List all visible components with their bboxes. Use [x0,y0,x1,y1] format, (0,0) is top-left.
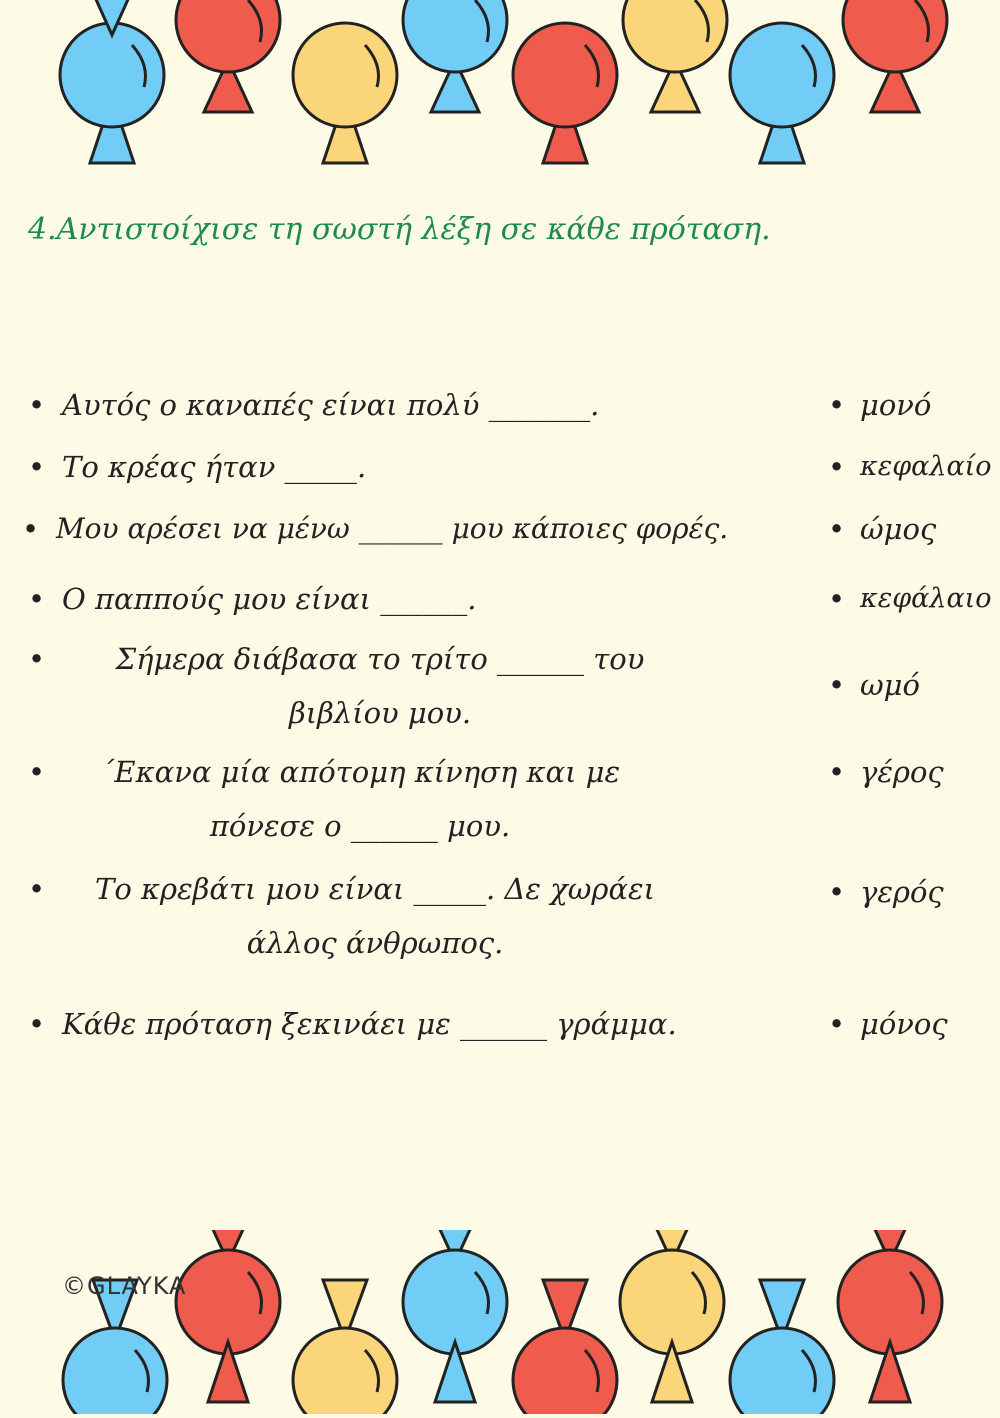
sentence-text: Κάθε πρόταση ξεκινάει με ______ γράμμα. [62,1007,677,1041]
word-option-text: ωμό [860,668,920,702]
candy-decoration-bottom [0,1230,1000,1414]
candy-decoration-top [0,0,1000,175]
bullet: • [28,872,46,906]
word-option [828,502,936,556]
sentence-text: Το κρεβάτι μου είναι _____. Δε χωράει άλλος άνθρωπος. [95,872,655,960]
sentence-text: ΄Εκανα μία απότομη κίνηση και με πόνεσε ο ______ μου. [99,755,621,843]
sentence-text: Ο παππούς μου είναι ______. [62,582,477,616]
bullet: • [28,450,46,484]
top-candy-border [0,0,1000,175]
word-option-text: κεφαλαίο [860,451,992,482]
word-option [828,658,920,712]
candy-icon [60,0,164,163]
bullet: • [828,668,846,702]
exercise-title: 4.Αντιστοίχισε τη σωστή λέξη σε κάθε πρόταση. [28,212,771,247]
sentence-text: Αυτός ο καναπές είναι πολύ _______. [62,388,600,422]
sentence-item [28,440,628,494]
word-option [828,572,992,626]
candy-icon [623,0,727,112]
bullet: • [28,755,46,789]
word-option [828,440,992,494]
candy-icon [843,0,947,112]
copyright-text: ©GLAYKA [62,1272,187,1300]
sentence-item [28,997,728,1051]
bullet: • [28,388,46,422]
sentence-item [28,745,658,853]
bullet: • [28,642,46,676]
bullet: • [28,1007,46,1041]
candy-icon [838,1230,942,1402]
bullet: • [22,512,40,546]
candy-icon [620,1230,724,1402]
word-option-text: κεφάλαιο [860,583,992,614]
word-option-text: μόνος [860,1007,948,1041]
candy-icon [403,1230,507,1402]
word-option-text: γερός [860,875,944,909]
bullet: • [828,582,846,616]
sentence-item [28,378,628,432]
sentence-item [28,862,688,970]
word-option [828,997,948,1051]
candy-icon [293,23,397,163]
sentence-text: Το κρέας ήταν _____. [62,450,367,484]
word-option-text: γέρος [860,755,944,789]
sentence-item [28,632,698,740]
word-option-text: ώμος [860,512,937,546]
bullet: • [828,875,846,909]
candy-icon [63,1280,167,1414]
bullet: • [828,450,846,484]
bullet: • [828,388,846,422]
candy-icon [403,0,507,112]
candy-icon [176,1230,280,1402]
bullet: • [828,755,846,789]
sentence-item [28,572,628,626]
bullet: • [828,1007,846,1041]
bottom-candy-border [0,1230,1000,1414]
candy-icon [513,23,617,163]
candy-icon [730,23,834,163]
sentence-text: Σήμερα διάβασα το τρίτο ______ του βιβλίου μου. [115,642,645,730]
word-option [828,865,944,919]
candy-icon [176,0,280,112]
bullet: • [828,512,846,546]
candy-icon [513,1280,617,1414]
sentence-text: Μου αρέσει να μένω ______ μου κάποιες φορές. [56,512,729,545]
word-option [828,745,944,799]
word-option [828,378,931,432]
word-option-text: μονό [860,388,932,422]
bullet: • [28,582,46,616]
sentence-item [22,502,742,556]
candy-icon [730,1280,834,1414]
candy-icon [293,1280,397,1414]
